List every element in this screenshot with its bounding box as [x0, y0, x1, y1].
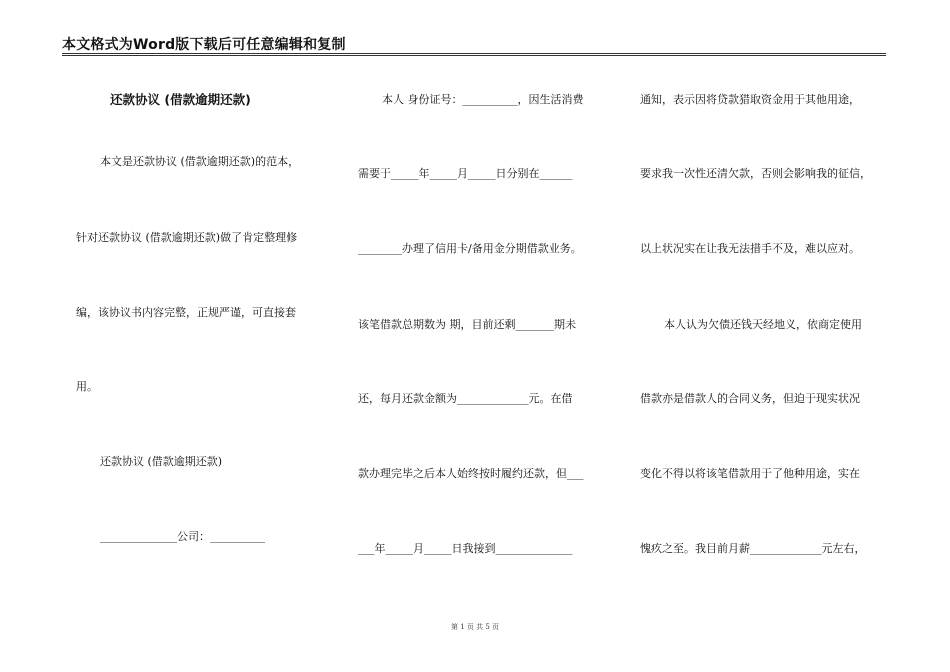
paragraph-line: 用。	[76, 380, 98, 393]
paragraph-line: 借款亦是借款人的合同义务，但迫于现实状况	[640, 392, 860, 405]
header-divider-secondary	[62, 55, 886, 56]
document-title: 还款协议 (借款逾期还款)	[110, 92, 251, 107]
paragraph-line: 款办理完毕之后本人始终按时履约还款，但___	[358, 467, 584, 480]
company-line: ______________公司：__________	[100, 530, 265, 543]
paragraph-line: ___年_____月_____日我接到______________	[358, 542, 573, 555]
paragraph-line: 愧疚之至。我目前月薪_____________元左右，	[640, 542, 866, 555]
paragraph-line: 针对还款协议 (借款逾期还款)做了肯定整理修	[76, 231, 298, 244]
paragraph-line: 该笔借款总期数为 期，目前还剩_______期未	[358, 318, 576, 331]
agreement-subtitle: 还款协议 (借款逾期还款)	[100, 455, 223, 468]
paragraph-line: 本人 身份证号：__________，因生活消费	[382, 93, 584, 106]
paragraph-line: 本文是还款协议 (借款逾期还款)的范本，	[100, 155, 300, 168]
paragraph-line: 通知，表示因将贷款猎取资金用于其他用途，	[640, 93, 860, 106]
paragraph-line: 变化不得以将该笔借款用于了他种用途，实在	[640, 467, 860, 480]
page-number-footer: 第 1 页 共 5 页	[450, 623, 500, 631]
paragraph-line: 本人认为欠债还钱天经地义，依商定使用	[664, 318, 862, 331]
paragraph-line: 还，每月还款金额为_____________元。在借	[358, 392, 573, 405]
paragraph-line: 以上状况实在让我无法措手不及，难以应对。	[640, 242, 860, 255]
paragraph-line: ________办理了信用卡/备用金分期借款业务。	[358, 242, 582, 255]
document-header: 本文格式为Word版下载后可任意编辑和复制	[62, 37, 346, 53]
paragraph-line: 需要于_____年_____月_____日分别在______	[358, 167, 573, 180]
paragraph-line: 编，该协议书内容完整，正规严谨，可直接套	[76, 306, 296, 319]
header-divider	[62, 53, 886, 54]
paragraph-line: 要求我一次性还清欠款，否则会影响我的征信，	[640, 167, 871, 180]
